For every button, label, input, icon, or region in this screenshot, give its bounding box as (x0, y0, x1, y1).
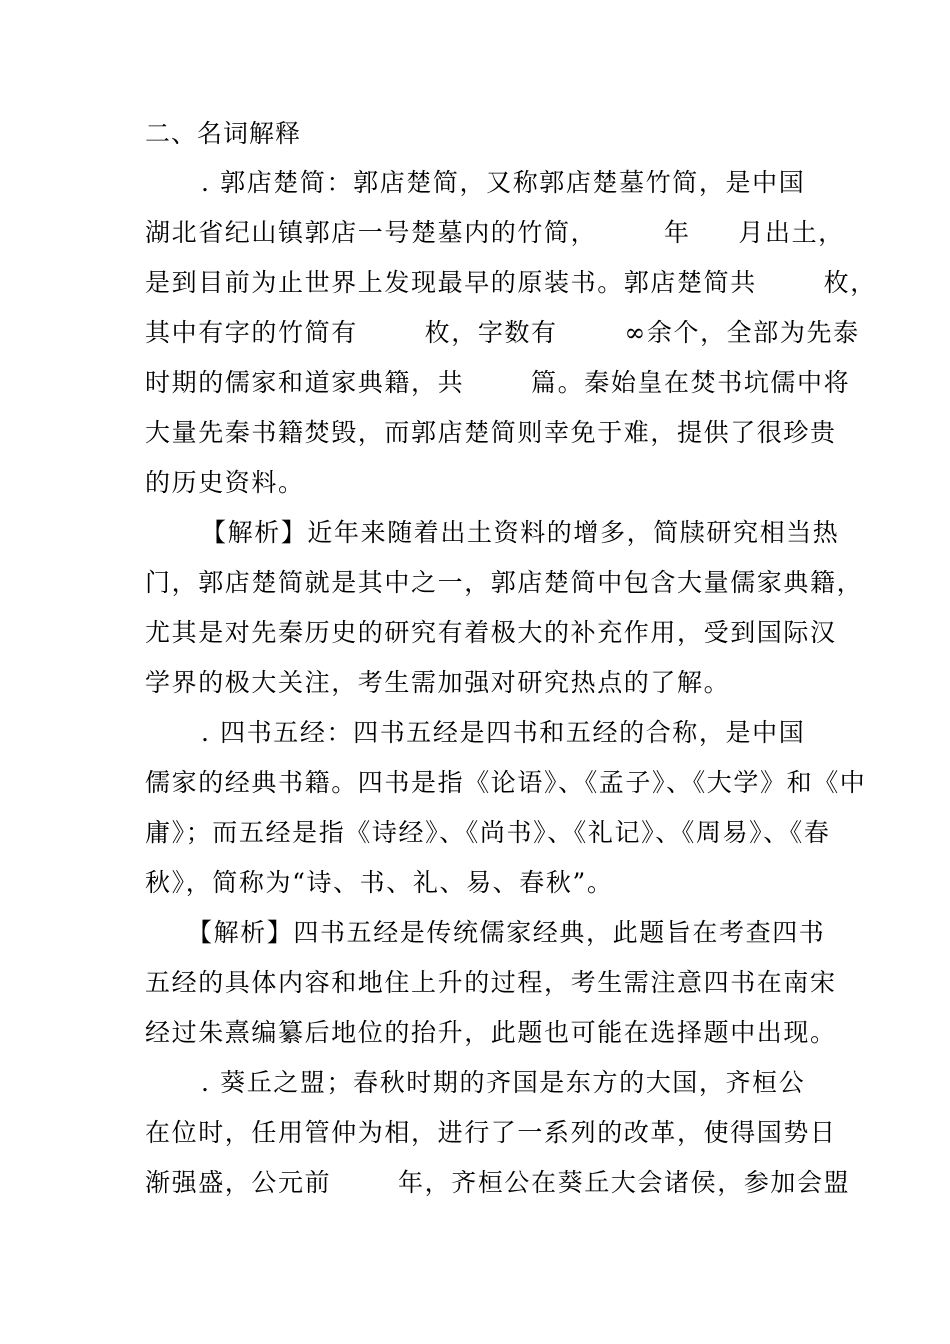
entry-1-line-5: 时期的儒家和道家典籍，共 篇。秦始皇在焚书坑儒中将 (145, 368, 851, 397)
entry-1-line-6: 大量先秦书籍焚毁，而郭店楚简则幸免于难，提供了很珍贵 (145, 418, 837, 447)
entry-1-analysis-line-4: 学界的极大关注，考生需加强对研究热点的了解。 (145, 668, 731, 697)
entry-2-line-1: . 四书五经：四书五经是四书和五经的合称，是中国 (201, 718, 806, 747)
entry-3-line-3: 渐强盛，公元前 年，齐桓公在葵丘大会诸侯，参加会盟 (145, 1168, 851, 1197)
entry-1-analysis-line-3: 尤其是对先秦历史的研究有着极大的补充作用，受到国际汉 (145, 618, 837, 647)
entry-1-line-1: . 郭店楚简：郭店楚简，又称郭店楚墓竹简，是中国 (201, 168, 806, 197)
entry-1-line-2: 湖北省纪山镇郭店一号楚墓内的竹简， 年 月出土， (145, 218, 845, 247)
entry-2-line-3: 庸》；而五经是指《诗经》、《尚书》、《礼记》、《周易》、《春 (145, 818, 831, 847)
entry-1-analysis-line-1: 【解析】近年来随着出土资料的增多，简牍研究相当热 (201, 518, 840, 547)
entry-2-line-4: 秋》，简称为“诗、书、礼、易、春秋”。 (145, 868, 614, 897)
entry-2-analysis-line-2: 五经的具体内容和地住上升的过程，考生需注意四书在南宋 (145, 968, 837, 997)
entry-2-line-2: 儒家的经典书籍。四书是指《论语》、《孟子》、《大学》和《中 (145, 768, 867, 797)
section-heading: 二、名词解释 (145, 119, 302, 148)
entry-1-line-7: 的历史资料。 (145, 468, 305, 497)
entry-3-line-1: . 葵丘之盟；春秋时期的齐国是东方的大国，齐桓公 (201, 1068, 806, 1097)
entry-1-analysis-line-2: 门，郭店楚简就是其中之一，郭店楚简中包含大量儒家典籍， (145, 568, 864, 597)
entry-2-analysis-line-3: 经过朱熹编纂后地位的抬升，此题也可能在选择题中出现。 (145, 1018, 837, 1047)
entry-1-line-4: 其中有字的竹简有 枚，字数有 ∞余个，全部为先泰 (145, 318, 860, 347)
entry-2-analysis-line-1: 【解析】四书五经是传统儒家经典，此题旨在考查四书 (187, 918, 826, 947)
entry-3-line-2: 在位时，任用管仲为相，进行了一系列的改革，使得国势日 (145, 1118, 837, 1147)
entry-1-line-3: 是到目前为止世界上发现最早的原装书。郭店楚简共 枚， (145, 268, 877, 297)
